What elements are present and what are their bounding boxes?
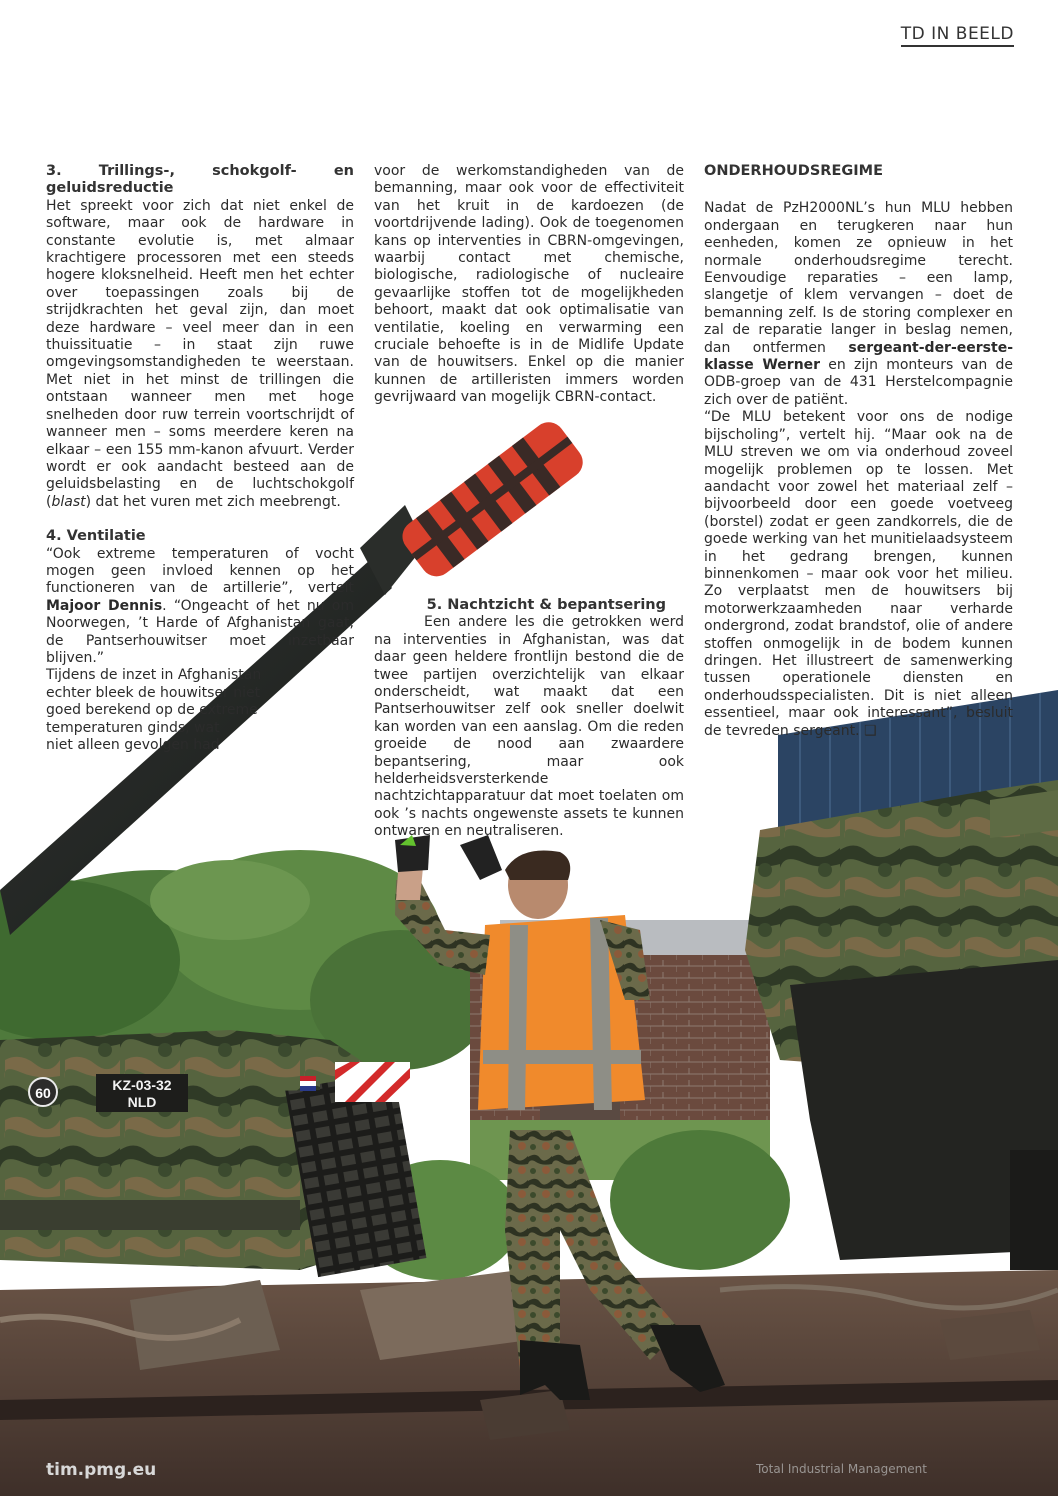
line: Tijdens de inzet in Afghanistan bbox=[46, 667, 262, 684]
footer-site-link[interactable]: tim.pmg.eu bbox=[46, 1460, 157, 1480]
column-2-lower bbox=[374, 597, 684, 841]
paragraph-text: “De MLU betekent voor ons de nodige bijscholing”, vertelt hij. “Maar ook na de MLU streven we om via onderhoud zoveel mogelijk problemen op te lossen. Met aandacht voor zowel het materiaal zelf – bijvoorbeeld door een goede voetveeg (borstel) zodat er geen zandkorrels, die de goede werking van het munitielaadsysteem in het gedrang brengen, kunnen binnenkomen – maar ook voor het milieu. Zo verplaatst men de houwitsers bij motorwerkzaamheden naar verharde ondergrond, zodat brandstof, olie of andere stoffen onmogelijk in de bodem kunnen dringen. Het illustreert de samenwerking tussen operationele diensten en onderhoudsspecialisten. Dit is niet alleen essentieel, maar ook interessant”, besluit de tevreden sergeant. bbox=[704, 409, 1013, 739]
column-2 bbox=[374, 163, 684, 407]
heading-onderhoudsregime: ONDERHOUDSREGIME bbox=[704, 163, 883, 179]
person-name: Majoor Dennis bbox=[46, 597, 163, 614]
paragraph-trillings bbox=[46, 198, 354, 511]
heading-nachtzicht: 5. Nachtzicht & bepantsering bbox=[426, 597, 666, 613]
muzzle-cover bbox=[396, 416, 589, 583]
paragraph-text: en zijn monteurs van de ODB-groep van de 431 Herstelcompagnie zich over de patiënt. bbox=[704, 357, 1013, 408]
paragraph-text: “Ook extreme temperaturen of vocht mogen geen invloed kennen op het functioneren van de artillerie”, vertelt bbox=[46, 545, 354, 597]
warning-plate bbox=[335, 1062, 410, 1102]
column-3 bbox=[704, 163, 1013, 740]
section-label: TD IN BEELD bbox=[901, 24, 1014, 47]
person-name: sergeant-der-eerste-klasse Werner bbox=[704, 339, 1013, 374]
footer-magazine: Total Industrial Management bbox=[756, 1462, 927, 1476]
bush bbox=[610, 1130, 790, 1270]
heading-trillings: 3. Trillings-, schokgolf- en geluidsreductie bbox=[46, 163, 354, 197]
paragraph-text: Nadat de PzH2000NL’s hun MLU hebben ondergaan en terugkeren naar hun eenheden, komen ze opnieuw in het normale onderhoudsregime terecht. Eenvoudige reparaties – een lamp, slangetje of klem vervangen – doet de bemanning zelf. Is de storing complexer en zal de reparatie langer in beslag nemen, dan ontfermen bbox=[704, 200, 1013, 356]
paragraph-cbrn: voor de werkomstandigheden van de bemanning, maar ook voor de effectiviteit van het kruit in de kardoezen (de voortdrijvende lading). Ook de toegenomen kans op interventies in CBRN-omgevingen, waarbij contact met chemische, biologische, radiologische of nucleaire gevaarlijke stoffen tot de mogelijkheden behoort, maakt dat ook optimalisatie van ventilatie, koeling en verwarming een cruciale behoefte is in de Midlife Update van de houwitsers. Enkel op die manier kunnen de artilleristen immers worden gevrijwaard van mogelijk CBRN-contact. bbox=[374, 163, 684, 406]
paragraph-text: ) dat het vuren met zich meebrengt. bbox=[85, 493, 341, 510]
left-tank bbox=[0, 1030, 426, 1277]
line: temperaturen ginds, wat bbox=[46, 719, 220, 736]
license-plate-line1: KZ-03-32 bbox=[112, 1077, 172, 1093]
paragraph-ventilatie bbox=[46, 546, 354, 668]
license-plate-line2: NLD bbox=[127, 1094, 157, 1110]
end-mark: ❑ bbox=[863, 722, 877, 739]
paragraph-ventilatie-cont bbox=[46, 667, 296, 754]
paragraph-text: . “Ongeacht of het nu om Noorwegen, ’t Harde of Afghanistan gaat, de Pantserhouwitser moet inzetbaar blijven.” bbox=[46, 597, 355, 666]
paragraph-onderhoud-1 bbox=[704, 200, 1013, 409]
vehicle-number: 60 bbox=[35, 1085, 51, 1101]
paragraph-onderhoud-2 bbox=[704, 409, 1013, 740]
column-1 bbox=[46, 163, 354, 754]
paragraph-nachtzicht: Een andere les die getrokken werd na interventies in Afghanistan, was dat daar geen heldere frontlijn bestond die de twee partijen overzichtelijk van elkaar onderscheidt, wat maakt dat een Pantserhouwitser zelf ook sneller doelwit kan worden van een aanslag. Om die reden groeide de nood aan zwaardere bepantsering, maar ook helderheidsversterkende nachtzichtapparatuur dat moet toelaten om ook ’s nachts ongewenste assets te kunnen ontwaren en neutraliseren. bbox=[374, 614, 684, 840]
heading-ventilatie: 4. Ventilatie bbox=[46, 528, 146, 545]
right-tank bbox=[745, 780, 1058, 1270]
italic-term: blast bbox=[51, 493, 86, 510]
paragraph-text: Het spreekt voor zich dat niet enkel de software, maar ook de hardware in constante evolutie is, met almaar krachtigere processoren met een steeds hogere kloksnelheid. Heeft men het echter over toepassingen zoals bij de strijdkrachten het geval zijn, dan moet deze hardware – veel meer dan in een thuissituatie – in staat zijn ruwe omgevingsomstandigheden te weerstaan. Met niet in het minst de trillingen die ontstaan wanneer men met hoge snelheden door ruw terrein voortschrijdt of wanneer men – soms meerdere keren na elkaar – een 155 mm-kanon afvuurt. Verder wordt er ook aandacht besteed aan de geluidsbelasting en de luchtschokgolf ( bbox=[46, 197, 354, 510]
line: niet alleen gevolgen had bbox=[46, 737, 220, 753]
line: echter bleek de houwitser niet bbox=[46, 684, 261, 701]
line: goed berekend op de extreme bbox=[46, 702, 258, 719]
